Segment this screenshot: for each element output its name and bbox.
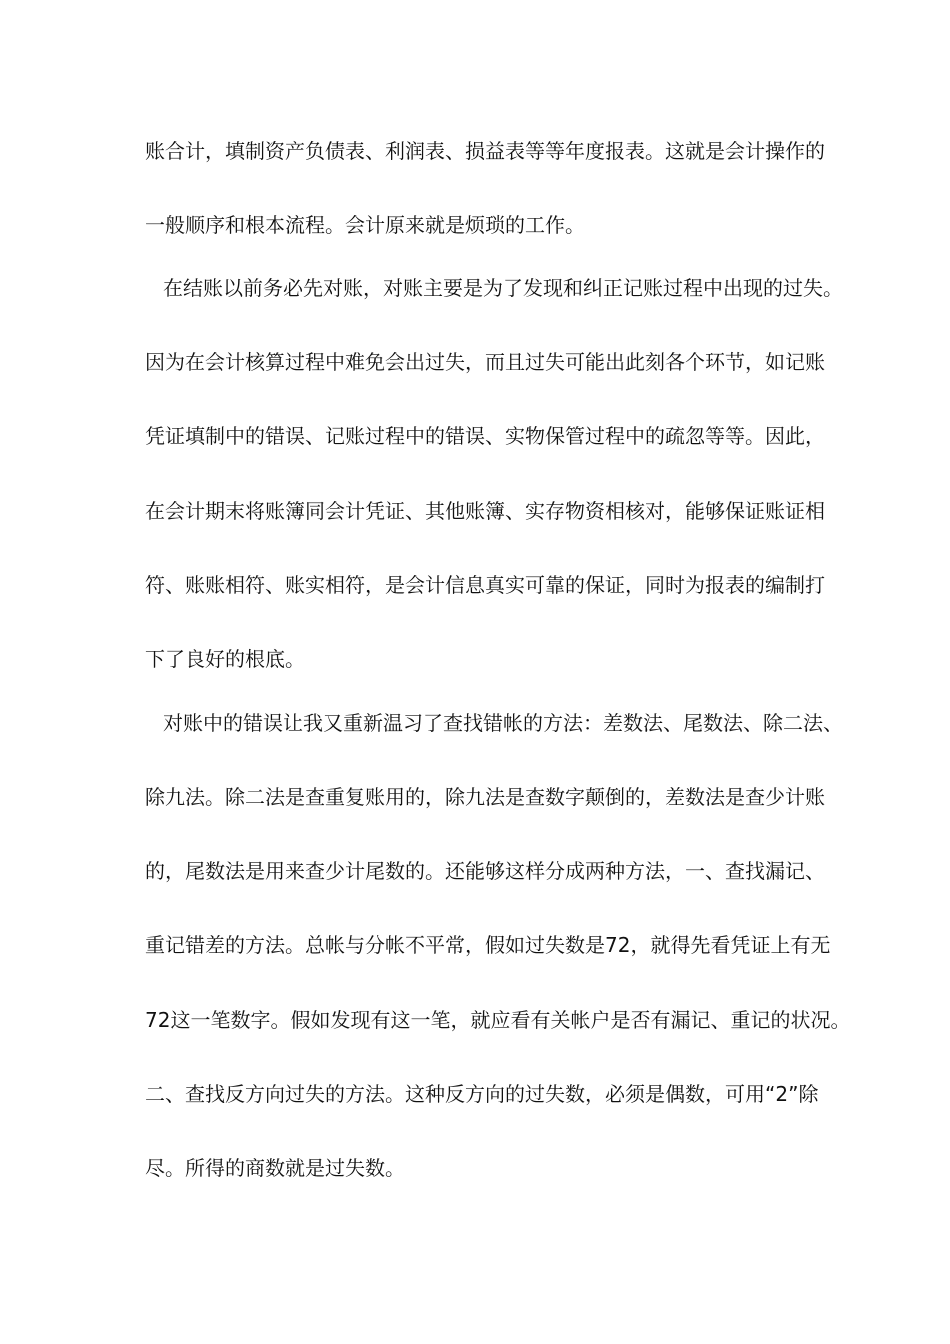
text-line-1: 账合计，填制资产负债表、利润表、损益表等等年度报表。这就是会计操作的: [145, 139, 825, 163]
text-line-3: 在结账以前务必先对账，对账主要是为了发现和纠正记账过程中出现的过失。: [163, 276, 843, 300]
text-line-15: 尽。所得的商数就是过失数。: [145, 1156, 405, 1180]
text-line-6: 在会计期末将账簿同会计凭证、其他账簿、实存物资相核对，能够保证账证相: [145, 499, 825, 523]
text-line-7: 符、账账相符、账实相符，是会计信息真实可靠的保证，同时为报表的编制打: [145, 573, 825, 597]
text-line-12: 重记错差的方法。总帐与分帐不平常，假如过失数是72，就得先看凭证上有无: [145, 933, 831, 957]
text-line-11: 的，尾数法是用来查少计尾数的。还能够这样分成两种方法，一、查找漏记、: [145, 859, 825, 883]
text-line-13: 72这一笔数字。假如发现有这一笔，就应看有关帐户是否有漏记、重记的状况。: [145, 1008, 851, 1032]
text-line-2: 一般顺序和根本流程。会计原来就是烦琐的工作。: [145, 213, 585, 237]
text-line-9: 对账中的错误让我又重新温习了查找错帐的方法：差数法、尾数法、除二法、: [163, 711, 843, 735]
text-line-10: 除九法。除二法是查重复账用的，除九法是查数字颠倒的，差数法是查少计账: [145, 785, 825, 809]
text-line-4: 因为在会计核算过程中难免会出过失，而且过失可能出此刻各个环节，如记账: [145, 350, 825, 374]
text-line-14: 二、查找反方向过失的方法。这种反方向的过失数，必须是偶数，可用“2”除: [145, 1082, 819, 1106]
text-line-8: 下了良好的根底。: [145, 647, 305, 671]
text-line-5: 凭证填制中的错误、记账过程中的错误、实物保管过程中的疏忽等等。因此，: [145, 424, 825, 448]
